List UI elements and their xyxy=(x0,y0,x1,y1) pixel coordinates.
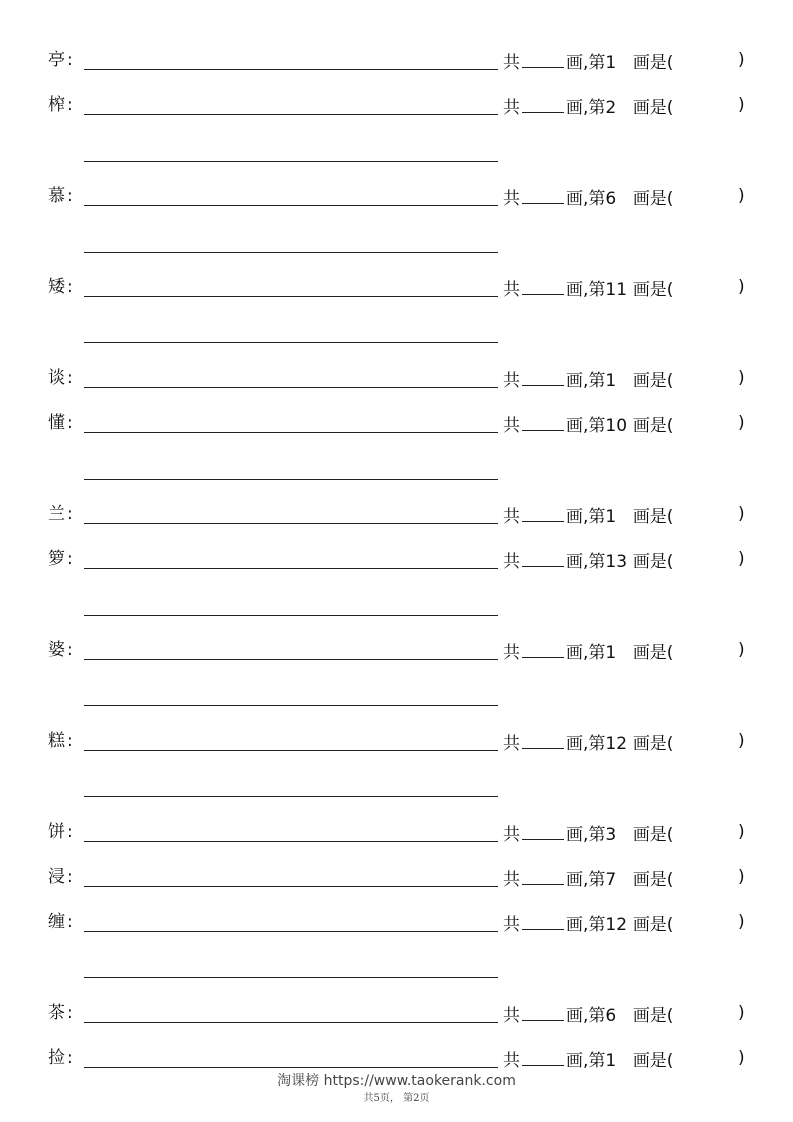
extra-answer-line[interactable] xyxy=(84,615,498,616)
stroke-count-blank[interactable] xyxy=(522,544,564,567)
stroke-number: 1 xyxy=(605,643,617,663)
answer-line[interactable] xyxy=(84,205,498,206)
character: 浸 xyxy=(48,867,65,887)
stroke-count-blank[interactable] xyxy=(522,1043,564,1066)
exercise-row: 缠 : 共 画,第12 画是( ) xyxy=(0,907,793,937)
stroke-number: 1 xyxy=(605,53,617,73)
stroke-count-blank[interactable] xyxy=(522,499,564,522)
character: 亭 xyxy=(48,50,65,70)
footer-page-number: 共5页， 第2页 xyxy=(363,1093,430,1104)
exercise-row: 懂 : 共 画,第10 画是( ) xyxy=(0,408,793,438)
exercise-row: 箩 : 共 画,第13 画是( ) xyxy=(0,544,793,574)
exercise-row: 婆 : 共 画,第1 画是( ) xyxy=(0,635,793,665)
stroke-count-blank[interactable] xyxy=(522,363,564,386)
character: 缠 xyxy=(48,912,65,932)
answer-line[interactable] xyxy=(84,69,498,70)
character: 糕 xyxy=(48,731,65,751)
answer-line[interactable] xyxy=(84,841,498,842)
character: 慕 xyxy=(48,186,65,206)
stroke-number: 13 xyxy=(605,552,628,572)
stroke-number: 10 xyxy=(605,416,628,436)
stroke-number: 1 xyxy=(605,507,617,527)
exercise-row: 饼 : 共 画,第3 画是( ) xyxy=(0,817,793,847)
extra-answer-line[interactable] xyxy=(84,479,498,480)
stroke-number: 7 xyxy=(605,870,617,890)
character: 懂 xyxy=(48,413,65,433)
answer-line[interactable] xyxy=(84,1022,498,1023)
stroke-count-blank[interactable] xyxy=(522,817,564,840)
answer-line[interactable] xyxy=(84,659,498,660)
stroke-count-blank[interactable] xyxy=(522,90,564,113)
answer-line[interactable] xyxy=(84,296,498,297)
extra-answer-line[interactable] xyxy=(84,161,498,162)
stroke-number: 6 xyxy=(605,1006,617,1026)
stroke-number: 6 xyxy=(605,189,617,209)
extra-answer-line[interactable] xyxy=(84,977,498,978)
character: 婆 xyxy=(48,640,65,660)
answer-line[interactable] xyxy=(84,750,498,751)
stroke-number: 1 xyxy=(605,1051,617,1071)
answer-line[interactable] xyxy=(84,931,498,932)
answer-line[interactable] xyxy=(84,114,498,115)
extra-answer-line[interactable] xyxy=(84,252,498,253)
character: 谈 xyxy=(48,368,65,388)
exercise-row: 矮 : 共 画,第11 画是( ) xyxy=(0,272,793,302)
answer-line[interactable] xyxy=(84,568,498,569)
character: 榨 xyxy=(48,95,65,115)
answer-line[interactable] xyxy=(84,387,498,388)
character: 捡 xyxy=(48,1048,65,1068)
exercise-row: 糕 : 共 画,第12 画是( ) xyxy=(0,726,793,756)
exercise-row: 捡 : 共 画,第1 画是( ) xyxy=(0,1043,793,1073)
character: 兰 xyxy=(48,504,65,524)
extra-answer-line[interactable] xyxy=(84,342,498,343)
stroke-count-blank[interactable] xyxy=(522,862,564,885)
answer-line[interactable] xyxy=(84,432,498,433)
stroke-count-blank[interactable] xyxy=(522,635,564,658)
exercise-row: 亭 : 共 画,第1 画是( ) xyxy=(0,45,793,75)
stroke-count-blank[interactable] xyxy=(522,907,564,930)
stroke-number: 12 xyxy=(605,734,628,754)
stroke-number: 3 xyxy=(605,825,617,845)
stroke-number: 11 xyxy=(605,280,628,300)
stroke-count-blank[interactable] xyxy=(522,998,564,1021)
exercise-row: 谈 : 共 画,第1 画是( ) xyxy=(0,363,793,393)
exercise-row: 兰 : 共 画,第1 画是( ) xyxy=(0,499,793,529)
extra-answer-line[interactable] xyxy=(84,796,498,797)
exercise-row: 慕 : 共 画,第6 画是( ) xyxy=(0,181,793,211)
exercise-row: 榨 : 共 画,第2 画是( ) xyxy=(0,90,793,120)
stroke-count-blank[interactable] xyxy=(522,272,564,295)
answer-line[interactable] xyxy=(84,523,498,524)
stroke-count-blank[interactable] xyxy=(522,181,564,204)
exercise-row: 浸 : 共 画,第7 画是( ) xyxy=(0,862,793,892)
stroke-count-blank[interactable] xyxy=(522,45,564,68)
stroke-count-blank[interactable] xyxy=(522,726,564,749)
stroke-number: 2 xyxy=(605,98,617,118)
character: 矮 xyxy=(48,277,65,297)
stroke-number: 1 xyxy=(605,371,617,391)
character: 饼 xyxy=(48,822,65,842)
stroke-count-blank[interactable] xyxy=(522,408,564,431)
character: 茶 xyxy=(48,1003,65,1023)
footer-site: 淘课榜 https://www.taokerank.com xyxy=(277,1073,516,1089)
exercise-row: 茶 : 共 画,第6 画是( ) xyxy=(0,998,793,1028)
answer-line[interactable] xyxy=(84,886,498,887)
stroke-number: 12 xyxy=(605,915,628,935)
answer-line[interactable] xyxy=(84,1067,498,1068)
extra-answer-line[interactable] xyxy=(84,705,498,706)
character: 箩 xyxy=(48,549,65,569)
